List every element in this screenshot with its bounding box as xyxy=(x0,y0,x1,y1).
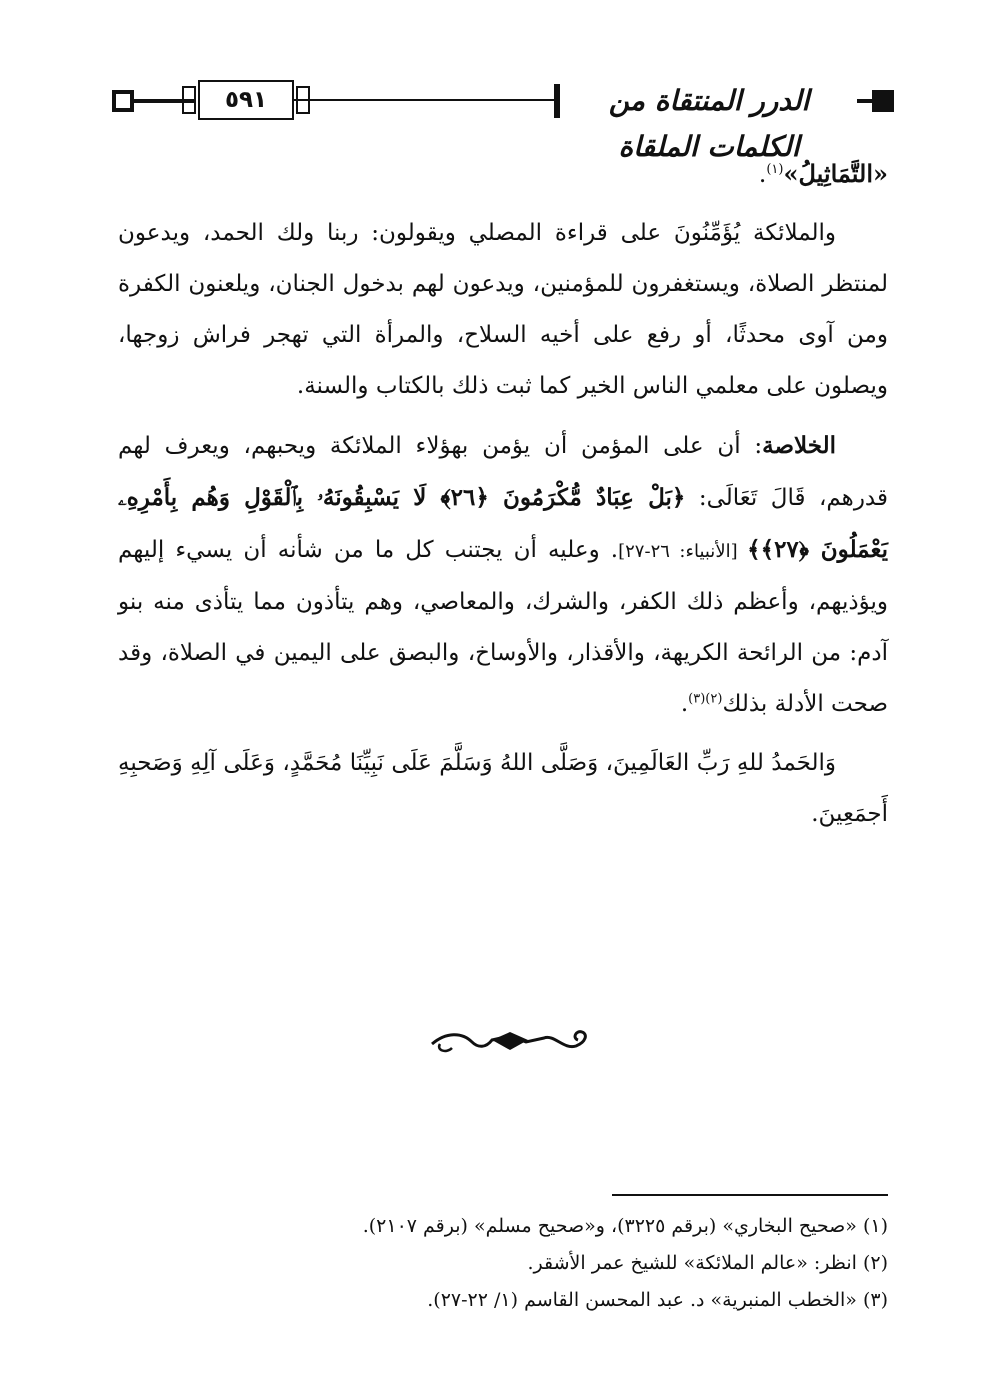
summary-text-a: : أن على المؤمن أن يؤمن بهؤلاء الملائكة ويحبهم، ويعرف لهم قدرهم، قَالَ تَعَالَى: xyxy=(118,433,888,511)
page-number: ٥٩١ xyxy=(224,87,268,113)
footnote-2: (٢) انظر: «عالم الملائكة» للشيخ عمر الأشقر. xyxy=(527,1252,888,1274)
closing-prayer: وَالحَمدُ للهِ رَبِّ العَالَمِينَ، وَصَلَّى اللهُ وَسَلَّمَ عَلَى نَبِيِّنَا مُحَمَّدٍ، وَعَلَى آلِهِ وَصَحبِهِ أَجمَعِينَ. xyxy=(118,750,888,827)
footnotes xyxy=(118,1208,888,1319)
footnote-ref-1: (١) xyxy=(766,162,784,177)
header-rule-middle xyxy=(406,99,556,101)
header-ornament-square-left xyxy=(112,90,134,112)
quran-verse: ﴿بَلْ عِبَادٌ مُّكْرَمُونَ ﴿٢٦﴾ لَا يَسْبِقُونَهُۥ بِٱلْقَوْلِ وَهُم بِأَمْرِهِۦ يَعْمَلُونَ ﴿٢٧﴾﴾ xyxy=(118,484,888,563)
footnote-separator xyxy=(612,1194,888,1196)
section-end-ornament xyxy=(426,1024,596,1060)
paragraph-summary xyxy=(118,420,888,730)
main-text xyxy=(118,148,888,848)
opening-word: «التَّمَاثِيلُ» xyxy=(783,159,888,188)
footnote-3: (٣) «الخطب المنبرية» د. عبد المحسن القاسم (١/ ٢٢-٢٧). xyxy=(427,1289,888,1311)
footnote-1: (١) «صحيح البخاري» (برقم ٣٢٢٥)، و«صحيح مسلم» (برقم ٢١٠٧). xyxy=(362,1215,888,1237)
page-header xyxy=(112,78,892,163)
summary-label: الخلاصة xyxy=(762,432,836,459)
header-ornament-square-right xyxy=(872,90,894,112)
summary-end: . xyxy=(680,691,689,717)
verse-reference: [الأنبياء: ٢٦-٢٧] xyxy=(618,541,748,562)
header-divider-bar xyxy=(554,84,560,118)
book-title: الدرر المنتقاة من الكلمات الملقاة xyxy=(608,84,810,163)
footnote-ref-2-3: (٢)(٣) xyxy=(688,691,723,707)
page-number-frame xyxy=(198,80,294,120)
header-rule-middle-left xyxy=(294,99,406,101)
opening-tail: . xyxy=(758,160,767,188)
opening-line xyxy=(118,148,888,200)
paragraph-angels-duties: والملائكة يُؤَمِّنُونَ على قراءة المصلي ويقولون: ربنا ولك الحمد، ويدعون لمنتظر الصلاة، ويستغفرون للمؤمنين، ويدعون لهم بدخول الجنان، ويلعنون الكفرة ومن آوى محدثًا، أو رفع على أخيه السلاح، والمرأة التي تهجر فراش زوجها، ويصلون على معلمي الناس الخير كما ثبت ذلك بالكتاب والسنة. xyxy=(118,220,888,399)
summary-text-b: . وعليه أن يجتنب كل ما من شأنه أن يسيء إليهم ويؤذيهم، وأعظم ذلك الكفر، والشرك، والمعاصي، وهم يتأذون مما يتأذى منه بنو آدم: من الرائحة الكريهة، والأقذار، والأوساخ، والبصق على اليمين في الصلاة، وقد صحت الأدلة بذلك xyxy=(118,537,888,717)
header-rule-right xyxy=(857,99,873,103)
